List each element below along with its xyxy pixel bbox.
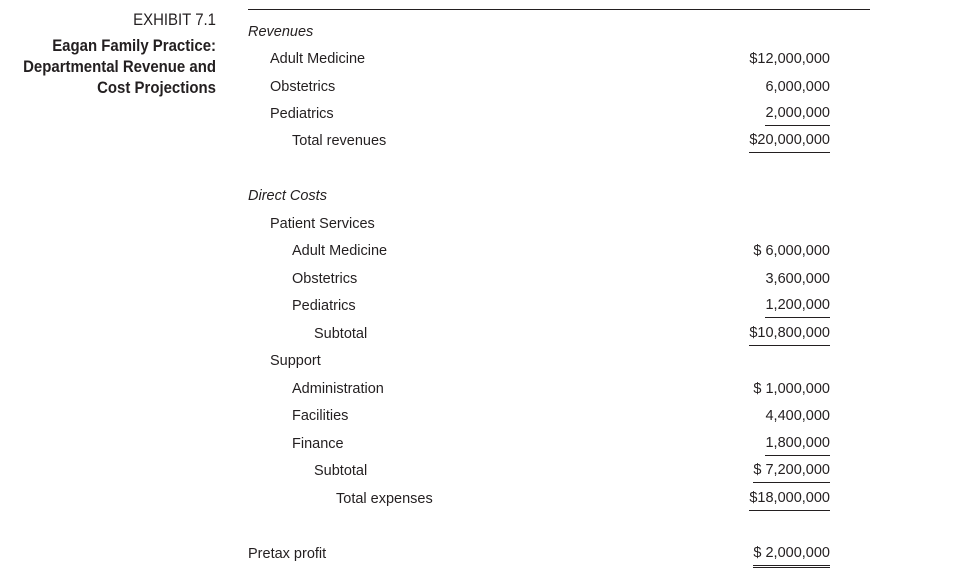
statement-row-revenue-adult-medicine <box>248 48 830 70</box>
statement-row-total-expenses <box>248 488 830 510</box>
row-label: Pediatrics <box>292 298 356 314</box>
statement-row-cost-adult-medicine <box>248 240 830 262</box>
row-label: Pediatrics <box>270 106 334 122</box>
row-label: Pretax profit <box>248 546 327 562</box>
row-label: Patient Services <box>270 216 375 232</box>
row-amount: 2,000,000 <box>765 103 830 126</box>
exhibit-title: Eagan Family Practice: Departmental Revenue and Cost Projections <box>23 36 217 97</box>
statement-row-support-subtotal <box>248 460 830 482</box>
statement-row-finance <box>248 433 830 455</box>
statement-row-cost-obstetrics <box>248 268 830 290</box>
row-label: Finance <box>292 436 344 452</box>
statement-row-revenue-obstetrics <box>248 76 830 98</box>
exhibit-caption <box>22 9 216 98</box>
row-amount: 4,400,000 <box>765 408 830 424</box>
row-amount: 1,200,000 <box>765 295 830 318</box>
row-label: Adult Medicine <box>270 51 366 67</box>
row-label: Support <box>270 353 321 369</box>
row-amount: 1,800,000 <box>765 433 830 456</box>
exhibit-number: EXHIBIT 7.1 <box>133 10 216 29</box>
row-amount: $ 7,200,000 <box>753 460 830 483</box>
row-label: Adult Medicine <box>292 243 388 259</box>
row-amount: $ 2,000,000 <box>753 543 830 568</box>
row-label: Facilities <box>292 408 349 424</box>
statement-row-facilities <box>248 405 830 427</box>
row-amount: $ 6,000,000 <box>753 243 830 259</box>
row-amount: $10,800,000 <box>749 323 830 346</box>
top-rule <box>248 9 870 10</box>
statement-row-administration <box>248 378 830 400</box>
statement-row-revenue-pediatrics <box>248 103 830 125</box>
row-label: Subtotal <box>314 326 368 342</box>
subsection-heading-patient-services <box>248 213 830 235</box>
statement-row-cost-pediatrics <box>248 295 830 317</box>
row-amount: $18,000,000 <box>749 488 830 511</box>
row-label: Subtotal <box>314 463 368 479</box>
section-heading-revenues <box>248 21 830 43</box>
row-label: Total expenses <box>336 491 433 507</box>
row-amount: $20,000,000 <box>749 130 830 153</box>
row-label: Direct Costs <box>248 188 327 204</box>
statement-row-total-revenues <box>248 130 830 152</box>
row-label: Obstetrics <box>292 271 358 287</box>
statement-row-patient-services-subtotal <box>248 323 830 345</box>
section-heading-direct-costs <box>248 185 830 207</box>
row-amount: 3,600,000 <box>765 271 830 287</box>
row-amount: $12,000,000 <box>749 51 830 67</box>
row-label: Total revenues <box>292 133 387 149</box>
subsection-heading-support <box>248 350 830 372</box>
row-amount: 6,000,000 <box>765 79 830 95</box>
row-label: Administration <box>292 381 384 397</box>
row-amount: $ 1,000,000 <box>753 381 830 397</box>
statement-row-pretax-profit <box>248 543 830 565</box>
row-label: Obstetrics <box>270 79 336 95</box>
row-label: Revenues <box>248 24 314 40</box>
